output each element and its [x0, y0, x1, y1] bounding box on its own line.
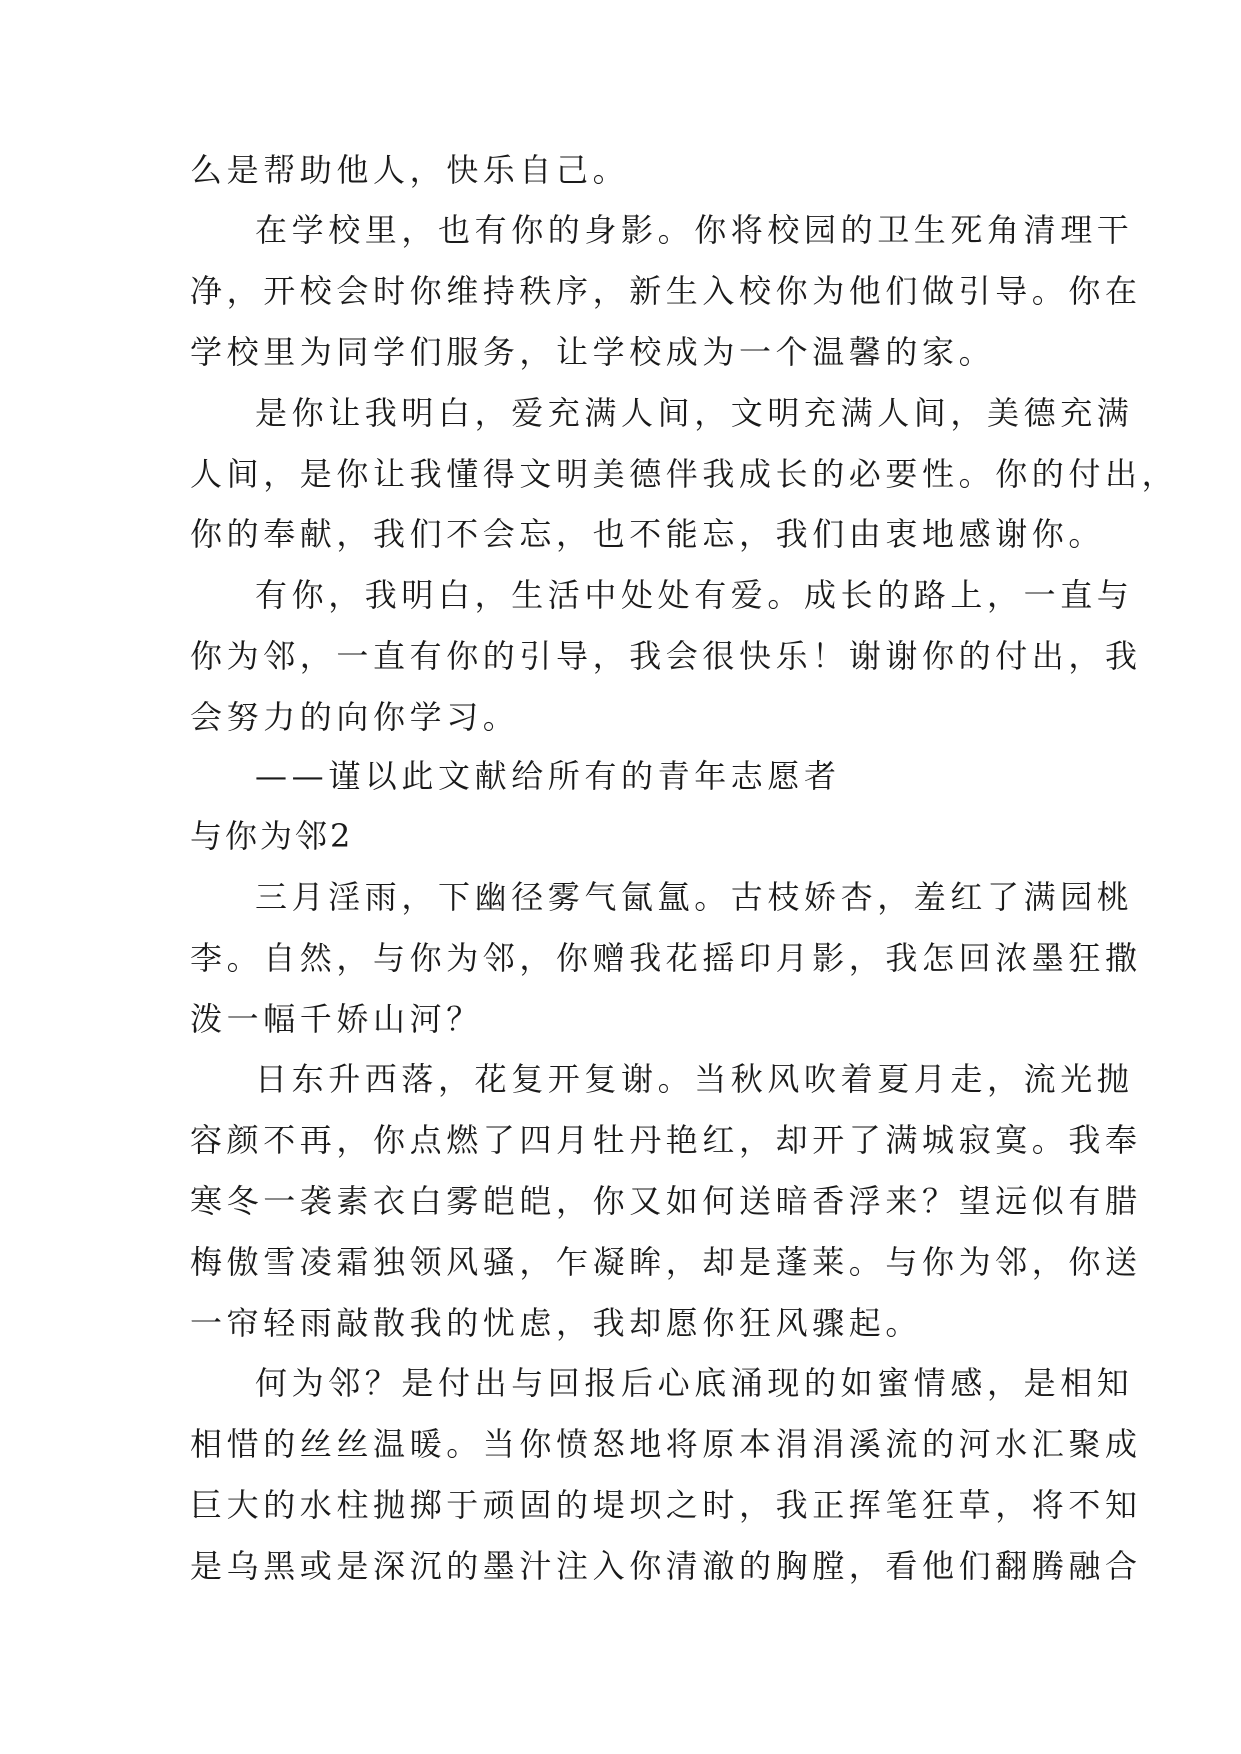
paragraph-start-line: 在学校里，也有你的身影。你将校园的卫生死角清理干 [255, 211, 1134, 249]
text-line: 巨大的水柱抛掷于顽固的堤坝之时，我正挥笔狂草，将不知 [190, 1486, 1142, 1524]
dedication-line: ——谨以此文献给所有的青年志愿者 [255, 757, 841, 795]
text-line: 会努力的向你学习。 [190, 698, 520, 736]
paragraph-start-line: 日东升西落，花复开复谢。当秋风吹着夏月走，流光抛 [255, 1060, 1134, 1098]
text-line: 净，开校会时你维持秩序，新生入校你为他们做引导。你在 [190, 272, 1142, 310]
paragraph-start-line: 有你，我明白，生活中处处有爱。成长的路上，一直与 [255, 576, 1134, 614]
text-line: 你的奉献，我们不会忘，也不能忘，我们由衷地感谢你。 [190, 515, 1106, 553]
text-line: 寒冬一袭素衣白雾皑皑，你又如何送暗香浮来？望远似有腊 [190, 1182, 1142, 1220]
text-line: 是乌黑或是深沉的墨汁注入你清澈的胸膛，看他们翻腾融合 [190, 1547, 1142, 1585]
paragraph-start-line: 何为邻？是付出与回报后心底涌现的如蜜情感，是相知 [255, 1364, 1134, 1402]
paragraph-start-line: 是你让我明白，爱充满人间，文明充满人间，美德充满 [255, 394, 1134, 432]
paragraph-start-line: 三月淫雨，下幽径雾气氤氲。古枝娇杏，羞红了满园桃 [255, 878, 1134, 916]
text-line: 一帘轻雨敲散我的忧虑，我却愿你狂风骤起。 [190, 1304, 923, 1342]
text-line: 学校里为同学们服务，让学校成为一个温馨的家。 [190, 333, 996, 371]
text-line: 李。自然，与你为邻，你赠我花摇印月影，我怎回浓墨狂撒 [190, 939, 1142, 977]
section-heading: 与你为邻2 [190, 817, 354, 855]
text-line: 梅傲雪凌霜独领风骚，乍凝眸，却是蓬莱。与你为邻，你送 [190, 1243, 1142, 1281]
text-line: 你为邻，一直有你的引导，我会很快乐！谢谢你的付出，我 [190, 637, 1142, 675]
text-line: 泼一幅千娇山河？ [190, 1000, 483, 1038]
text-line: 么是帮助他人，快乐自己。 [190, 151, 630, 189]
text-line: 人间，是你让我懂得文明美德伴我成长的必要性。你的付出， [190, 455, 1179, 493]
text-line: 容颜不再，你点燃了四月牡丹艳红，却开了满城寂寞。我奉 [190, 1121, 1142, 1159]
text-line: 相惜的丝丝温暖。当你愤怒地将原本涓涓溪流的河水汇聚成 [190, 1425, 1142, 1463]
